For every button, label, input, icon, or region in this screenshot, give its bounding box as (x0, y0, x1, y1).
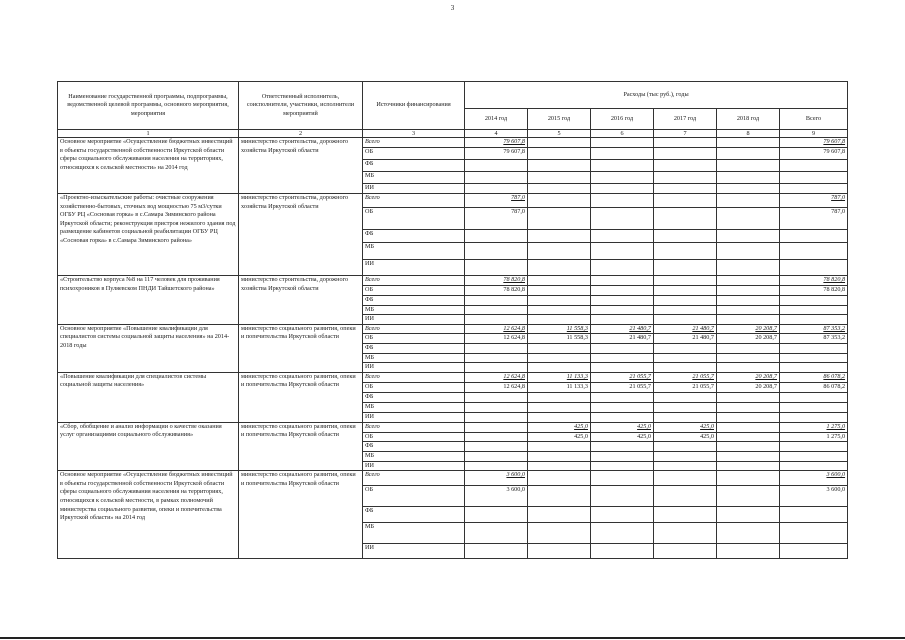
year-value (591, 486, 654, 507)
total-value (780, 243, 848, 260)
year-value (528, 305, 591, 315)
year-value (465, 160, 528, 172)
year-value (591, 243, 654, 260)
year-value (654, 451, 717, 461)
year-value (528, 315, 591, 325)
year-value: 425,0 (654, 432, 717, 442)
column-number: 3 (363, 130, 465, 138)
funding-source: ФБ (363, 230, 465, 243)
year-value (654, 243, 717, 260)
year-value: 21 055,7 (591, 372, 654, 382)
total-value: 787,0 (780, 194, 848, 208)
year-value: 11 133,3 (528, 382, 591, 392)
funding-source: ФБ (363, 296, 465, 306)
year-value (654, 260, 717, 276)
year-value (528, 461, 591, 471)
year-value: 79 607,8 (465, 148, 528, 160)
year-value (717, 148, 780, 160)
total-value: 86 078,2 (780, 382, 848, 392)
year-value (528, 442, 591, 452)
year-value: 21 480,7 (591, 324, 654, 334)
year-value (528, 412, 591, 422)
year-value (654, 305, 717, 315)
year-value (717, 208, 780, 230)
year-value (465, 343, 528, 353)
column-number: 6 (591, 130, 654, 138)
total-value (780, 230, 848, 243)
total-value (780, 315, 848, 325)
year-value: 78 820,8 (465, 276, 528, 286)
year-value (591, 148, 654, 160)
year-value (654, 461, 717, 471)
year-value (591, 184, 654, 194)
year-value: 78 820,8 (465, 286, 528, 296)
table-row (58, 422, 848, 432)
year-value (654, 471, 717, 486)
total-value (780, 402, 848, 412)
year-value (591, 194, 654, 208)
funding-source: ИИ (363, 184, 465, 194)
activity-name: «Повышение квалификации для специалистов системы социальной защиты населения» (58, 372, 239, 422)
year-value: 20 208,7 (717, 372, 780, 382)
year-value (528, 260, 591, 276)
year-value (591, 305, 654, 315)
year-value: 425,0 (591, 432, 654, 442)
year-value (654, 353, 717, 363)
year-value (654, 343, 717, 353)
year-value: 3 600,0 (465, 486, 528, 507)
year-value (717, 422, 780, 432)
total-value (780, 160, 848, 172)
year-value (591, 160, 654, 172)
year-value (717, 523, 780, 544)
year-value (717, 296, 780, 306)
total-value (780, 544, 848, 559)
year-value (654, 286, 717, 296)
funding-source: ОБ (363, 286, 465, 296)
year-value (591, 402, 654, 412)
column-number: 1 (58, 130, 239, 138)
year-value (528, 353, 591, 363)
table-row (58, 194, 848, 208)
total-value (780, 343, 848, 353)
year-value: 79 607,8 (465, 138, 528, 148)
year-value (528, 208, 591, 230)
year-value (591, 442, 654, 452)
year-value (465, 544, 528, 559)
year-value (528, 392, 591, 402)
total-value (780, 353, 848, 363)
year-value (591, 363, 654, 373)
header-year: 2015 год (528, 109, 591, 130)
year-value: 12 624,8 (465, 372, 528, 382)
year-value (591, 230, 654, 243)
total-value: 78 820,8 (780, 286, 848, 296)
year-value (591, 507, 654, 523)
funding-source: Всего (363, 471, 465, 486)
year-value (717, 305, 780, 315)
activity-executor: министерство строительства, дорожного хозяйства Иркутской области (239, 276, 363, 325)
year-value (465, 422, 528, 432)
activity-executor: министерство социального развития, опеки и попечительства Иркутской области (239, 324, 363, 372)
total-value: 1 275,0 (780, 432, 848, 442)
year-value: 425,0 (528, 432, 591, 442)
activity-name: «Проектно-изыскательские работы: очистные сооружения хозяйственно-бытовых, сточных вод мощностью 75 м3/сутки ОГБУ РЦ «Сосновая горка» в с.Самара Зиминского района Иркутской области; реконструкция пристроя нежилого здания под размещение кабинетов социальной реабилитации ОГБУ РЦ «Сосновая горка» в с.Самара Зиминского района» (58, 194, 239, 276)
year-value (465, 461, 528, 471)
year-value: 425,0 (591, 422, 654, 432)
year-value (717, 507, 780, 523)
year-value: 20 208,7 (717, 324, 780, 334)
table-header-row (58, 82, 848, 109)
total-value (780, 412, 848, 422)
year-value (591, 392, 654, 402)
year-value (717, 471, 780, 486)
year-value (528, 286, 591, 296)
header-expenses: Расходы (тыс руб.), годы (465, 82, 848, 109)
year-value: 12 624,8 (465, 382, 528, 392)
funding-source: ОБ (363, 334, 465, 344)
funding-source: ФБ (363, 343, 465, 353)
total-value: 79 607,8 (780, 148, 848, 160)
year-value (654, 230, 717, 243)
activity-executor: министерство социального развития, опеки и попечительства Иркутской области (239, 372, 363, 422)
table-row (58, 471, 848, 486)
year-value (717, 461, 780, 471)
year-value (717, 412, 780, 422)
activity-name: Основное мероприятие «Осуществление бюджетных инвестиций в объекты государственной собственности Иркутской области сферы социального обслуживания населения на территориях, относящихся к сельской местности» на 2014 год (58, 138, 239, 194)
year-value (717, 194, 780, 208)
year-value (717, 286, 780, 296)
funding-source: МБ (363, 305, 465, 315)
total-value (780, 260, 848, 276)
year-value: 425,0 (654, 422, 717, 432)
year-value (465, 451, 528, 461)
column-number: 7 (654, 130, 717, 138)
year-value (717, 432, 780, 442)
total-value (780, 172, 848, 184)
year-value (465, 315, 528, 325)
year-value (528, 276, 591, 286)
year-value (528, 194, 591, 208)
funding-source: ОБ (363, 432, 465, 442)
funding-source: ОБ (363, 486, 465, 507)
year-value (465, 392, 528, 402)
year-value (528, 343, 591, 353)
total-value: 78 820,8 (780, 276, 848, 286)
total-value: 79 607,8 (780, 138, 848, 148)
total-value: 3 600,0 (780, 486, 848, 507)
year-value (465, 296, 528, 306)
year-value (465, 260, 528, 276)
year-value (465, 184, 528, 194)
total-value: 787,0 (780, 208, 848, 230)
table-row (58, 276, 848, 286)
funding-source: Всего (363, 422, 465, 432)
header-year: 2017 год (654, 109, 717, 130)
header-year: 2016 год (591, 109, 654, 130)
year-value (717, 442, 780, 452)
column-numbers-row (58, 130, 848, 138)
year-value: 11 133,3 (528, 372, 591, 382)
page-edge-line (0, 637, 905, 639)
year-value: 21 055,7 (654, 372, 717, 382)
year-value (465, 243, 528, 260)
year-value (465, 402, 528, 412)
funding-source: ОБ (363, 382, 465, 392)
column-number: 9 (780, 130, 848, 138)
year-value (654, 544, 717, 559)
year-value (717, 544, 780, 559)
activity-executor: министерство строительства, дорожного хозяйства Иркутской области (239, 194, 363, 276)
year-value (591, 461, 654, 471)
header-year: 2018 год (717, 109, 780, 130)
year-value (654, 442, 717, 452)
year-value (654, 160, 717, 172)
year-value (528, 486, 591, 507)
header-name: Наименование государственной программы, подпрограммы, ведомственной целевой программы, основного мероприятия, мероприятия (58, 82, 239, 130)
year-value (717, 486, 780, 507)
table-body (58, 138, 848, 559)
funding-source: МБ (363, 243, 465, 260)
activity-name: Основное мероприятие «Осуществление бюджетных инвестиций в объекты государственной собственности Иркутской области сферы социального обслуживания населения на территориях, относящихся к сельской местности, в рамках полномочий министерства социального развития, опеки и попечительства Иркутской области» на 2014 год (58, 471, 239, 559)
year-value (528, 402, 591, 412)
total-value (780, 363, 848, 373)
year-value: 20 208,7 (717, 334, 780, 344)
funding-source: ФБ (363, 392, 465, 402)
year-value (654, 392, 717, 402)
year-value (465, 353, 528, 363)
header-source: Источники финансирования (363, 82, 465, 130)
year-value (591, 208, 654, 230)
year-value (528, 544, 591, 559)
activity-executor: министерство социального развития, опеки и попечительства Иркутской области (239, 422, 363, 470)
year-value (654, 412, 717, 422)
year-value (465, 363, 528, 373)
funding-source: ИИ (363, 363, 465, 373)
column-number: 4 (465, 130, 528, 138)
year-value (465, 432, 528, 442)
funding-source: ИИ (363, 412, 465, 422)
year-value (717, 402, 780, 412)
total-value (780, 507, 848, 523)
year-value (528, 523, 591, 544)
year-value: 425,0 (528, 422, 591, 432)
year-value (717, 260, 780, 276)
year-value (717, 184, 780, 194)
year-value (654, 315, 717, 325)
total-value: 86 078,2 (780, 372, 848, 382)
year-value (591, 296, 654, 306)
funding-source: Всего (363, 276, 465, 286)
table-row (58, 324, 848, 334)
year-value (717, 392, 780, 402)
total-value: 3 600,0 (780, 471, 848, 486)
column-number: 5 (528, 130, 591, 138)
year-value (717, 315, 780, 325)
funding-source: ФБ (363, 160, 465, 172)
year-value (465, 230, 528, 243)
year-value (591, 544, 654, 559)
year-value (654, 296, 717, 306)
year-value: 21 055,7 (654, 382, 717, 392)
total-value: 87 353,2 (780, 324, 848, 334)
total-value: 87 353,2 (780, 334, 848, 344)
year-value (591, 260, 654, 276)
year-value (591, 451, 654, 461)
year-value: 11 558,3 (528, 324, 591, 334)
total-value (780, 296, 848, 306)
year-value (465, 172, 528, 184)
year-value: 3 600,0 (465, 471, 528, 486)
funding-source: Всего (363, 372, 465, 382)
total-value: 1 275,0 (780, 422, 848, 432)
activity-executor: министерство строительства, дорожного хозяйства Иркутской области (239, 138, 363, 194)
year-value (591, 138, 654, 148)
year-value (528, 148, 591, 160)
funding-source: ФБ (363, 442, 465, 452)
year-value (465, 305, 528, 315)
total-value (780, 461, 848, 471)
table-row (58, 138, 848, 148)
year-value (654, 363, 717, 373)
year-value: 20 208,7 (717, 382, 780, 392)
total-value (780, 305, 848, 315)
funding-source: ИИ (363, 544, 465, 559)
funding-source: ИИ (363, 461, 465, 471)
year-value (528, 363, 591, 373)
year-value (654, 402, 717, 412)
year-value (654, 138, 717, 148)
year-value (717, 363, 780, 373)
year-value (591, 315, 654, 325)
year-value (465, 442, 528, 452)
column-number: 8 (717, 130, 780, 138)
year-value (591, 412, 654, 422)
year-value (591, 286, 654, 296)
funding-source: ОБ (363, 208, 465, 230)
funding-source: МБ (363, 172, 465, 184)
budget-table (57, 81, 848, 559)
year-value: 12 624,8 (465, 334, 528, 344)
page-number: 3 (450, 4, 455, 12)
funding-source: Всего (363, 324, 465, 334)
year-value (654, 276, 717, 286)
year-value (717, 353, 780, 363)
year-value (528, 471, 591, 486)
year-value (717, 276, 780, 286)
year-value (654, 523, 717, 544)
total-value (780, 451, 848, 461)
total-value (780, 442, 848, 452)
funding-source: ИИ (363, 315, 465, 325)
year-value (591, 343, 654, 353)
year-value (528, 243, 591, 260)
funding-source: МБ (363, 402, 465, 412)
year-value (528, 160, 591, 172)
year-value (717, 160, 780, 172)
year-value: 787,0 (465, 194, 528, 208)
year-value (528, 138, 591, 148)
column-number: 2 (239, 130, 363, 138)
year-value (465, 412, 528, 422)
year-value (528, 172, 591, 184)
header-executor: Ответственный исполнитель, соисполнители, участники, исполнители мероприятий (239, 82, 363, 130)
year-value (717, 451, 780, 461)
funding-source: МБ (363, 523, 465, 544)
funding-source: ФБ (363, 507, 465, 523)
year-value: 11 558,3 (528, 334, 591, 344)
year-value (654, 507, 717, 523)
activity-name: Основное мероприятие «Повышение квалификации для специалистов системы социальной защиты населения» на 2014-2018 годы (58, 324, 239, 372)
table-row (58, 372, 848, 382)
year-value (717, 230, 780, 243)
year-value (528, 230, 591, 243)
year-value: 787,0 (465, 208, 528, 230)
year-value (591, 353, 654, 363)
header-total: Всего (780, 109, 848, 130)
year-value (654, 194, 717, 208)
year-value (591, 523, 654, 544)
year-value (654, 184, 717, 194)
total-value (780, 184, 848, 194)
funding-source: Всего (363, 194, 465, 208)
year-value (465, 507, 528, 523)
year-value: 12 624,8 (465, 324, 528, 334)
activity-name: «Сбор, обобщение и анализ информации о качестве оказания услуг организациями социального обслуживания» (58, 422, 239, 470)
funding-source: МБ (363, 451, 465, 461)
year-value (654, 208, 717, 230)
year-value (717, 138, 780, 148)
year-value (591, 276, 654, 286)
year-value (717, 172, 780, 184)
year-value (717, 343, 780, 353)
funding-source: ОБ (363, 148, 465, 160)
year-value: 21 055,7 (591, 382, 654, 392)
year-value (465, 523, 528, 544)
year-value (528, 451, 591, 461)
year-value: 21 480,7 (654, 334, 717, 344)
funding-source: Всего (363, 138, 465, 148)
year-value (654, 148, 717, 160)
year-value (654, 486, 717, 507)
year-value (528, 296, 591, 306)
total-value (780, 523, 848, 544)
activity-name: «Строительство корпуса №8 на 117 человек для проживания психохроников в Пуляевском ПНДИ Тайшетского района» (58, 276, 239, 325)
activity-executor: министерство социального развития, опеки и попечительства Иркутской области (239, 471, 363, 559)
header-year: 2014 год (465, 109, 528, 130)
funding-source: ИИ (363, 260, 465, 276)
funding-source: МБ (363, 353, 465, 363)
year-value (528, 184, 591, 194)
year-value (591, 471, 654, 486)
year-value: 21 480,7 (591, 334, 654, 344)
year-value (654, 172, 717, 184)
year-value (591, 172, 654, 184)
year-value (528, 507, 591, 523)
total-value (780, 392, 848, 402)
year-value: 21 480,7 (654, 324, 717, 334)
year-value (717, 243, 780, 260)
